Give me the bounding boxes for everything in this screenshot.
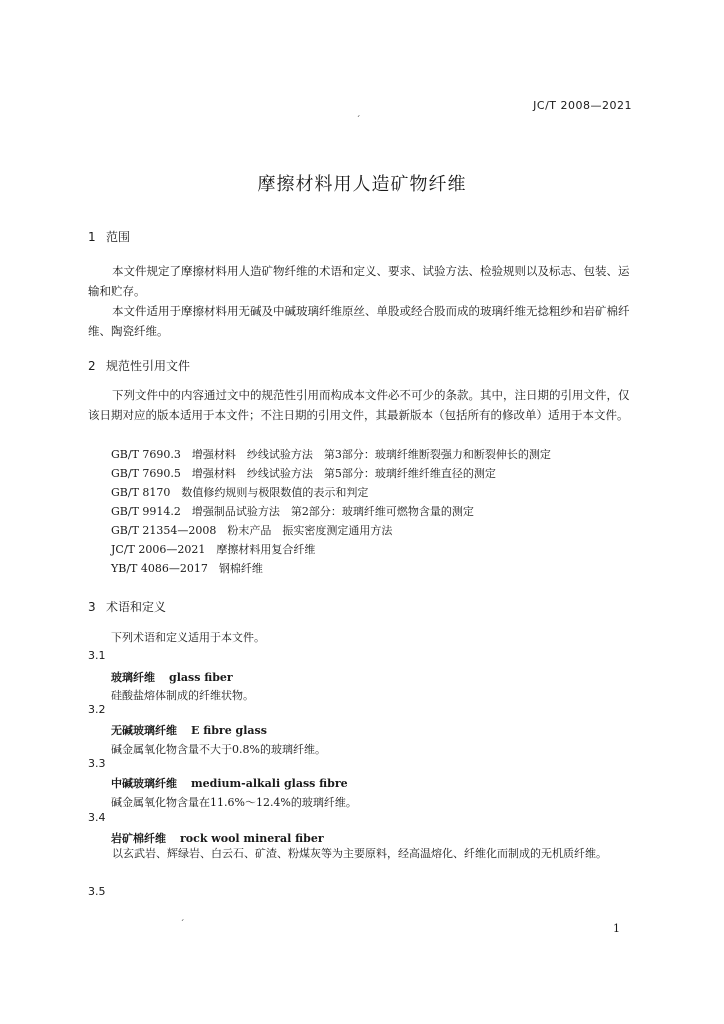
term-definition: 碱金属氧化物含量不大于0.8%的玻璃纤维。	[111, 743, 326, 756]
term-definition: 以玄武岩、辉绿岩、白云石、矿渣、粉煤灰等为主要原料，经高温熔化、纤维化而制成的无机质纤维。	[112, 847, 607, 860]
term-en: E fibre glass	[191, 724, 267, 737]
term-zh: 中碱玻璃纤维	[111, 777, 177, 790]
scope-paragraph-1: 本文件规定了摩擦材料用人造矿物纤维的术语和定义、要求、试验方法、检验规则以及标志、包装、运输和贮存。	[88, 264, 630, 298]
section-1-heading	[88, 228, 130, 245]
term-number: 3.2	[88, 703, 106, 716]
scope-paragraph-2: 本文件适用于摩擦材料用无碱及中碱玻璃纤维原丝、单股或经合股而成的玻璃纤维无捻粗纱和岩矿棉纤维、陶瓷纤维。	[88, 304, 630, 338]
term-definition: 硅酸盐熔体制成的纤维状物。	[111, 689, 254, 702]
section-number: 2	[88, 359, 96, 373]
term-zh: 岩矿棉纤维	[111, 832, 166, 845]
term-en: rock wool mineral fiber	[180, 832, 324, 845]
term-zh: 玻璃纤维	[111, 671, 155, 684]
section-title: 范围	[106, 230, 131, 244]
reference-item: YB/T 4086—2017 钢棉纤维	[111, 562, 263, 575]
section-title: 术语和定义	[106, 600, 167, 614]
standard-number-header: JC/T 2008—2021	[533, 99, 632, 112]
terms-intro: 下列术语和定义适用于本文件。	[111, 631, 265, 644]
term-en: glass fiber	[169, 671, 233, 684]
reference-item: GB/T 8170 数值修约规则与极限数值的表示和判定	[111, 486, 369, 499]
term-number: 3.5	[88, 885, 106, 898]
term-number: 3.3	[88, 757, 106, 770]
term-definition: 碱金属氧化物含量在11.6%～12.4%的玻璃纤维。	[111, 796, 357, 809]
reference-item: JC/T 2006—2021 摩擦材料用复合纤维	[111, 543, 316, 556]
section-number: 1	[88, 230, 96, 244]
term-number: 3.4	[88, 811, 106, 824]
scan-mark: ˏ	[356, 108, 361, 118]
section-number: 3	[88, 600, 96, 614]
page-number: 1	[613, 922, 620, 935]
term-en: medium-alkali glass fibre	[191, 777, 348, 790]
scan-mark: ˏ	[180, 912, 185, 922]
term-zh: 无碱玻璃纤维	[111, 724, 177, 737]
document-title: 摩擦材料用人造矿物纤维	[257, 174, 467, 195]
term-title	[111, 775, 348, 791]
section-title: 规范性引用文件	[106, 359, 191, 373]
term-title	[111, 669, 233, 685]
reference-item: GB/T 7690.5 增强材料 纱线试验方法 第5部分：玻璃纤维纤维直径的测定	[111, 467, 496, 480]
section-3-heading	[88, 598, 166, 615]
normative-intro: 下列文件中的内容通过文中的规范性引用而构成本文件必不可少的条款。其中，注日期的引用文件，仅该日期对应的版本适用于本文件；不注日期的引用文件，其最新版本（包括所有的修改单）适用于本文件。	[88, 388, 630, 422]
reference-item: GB/T 7690.3 增强材料 纱线试验方法 第3部分：玻璃纤维断裂强力和断裂伸长的测定	[111, 448, 551, 461]
section-2-heading	[88, 357, 190, 374]
term-title	[111, 722, 267, 738]
reference-item: GB/T 21354—2008 粉末产品 振实密度测定通用方法	[111, 524, 393, 537]
term-number: 3.1	[88, 649, 106, 662]
reference-item: GB/T 9914.2 增强制品试验方法 第2部分：玻璃纤维可燃物含量的测定	[111, 505, 474, 518]
